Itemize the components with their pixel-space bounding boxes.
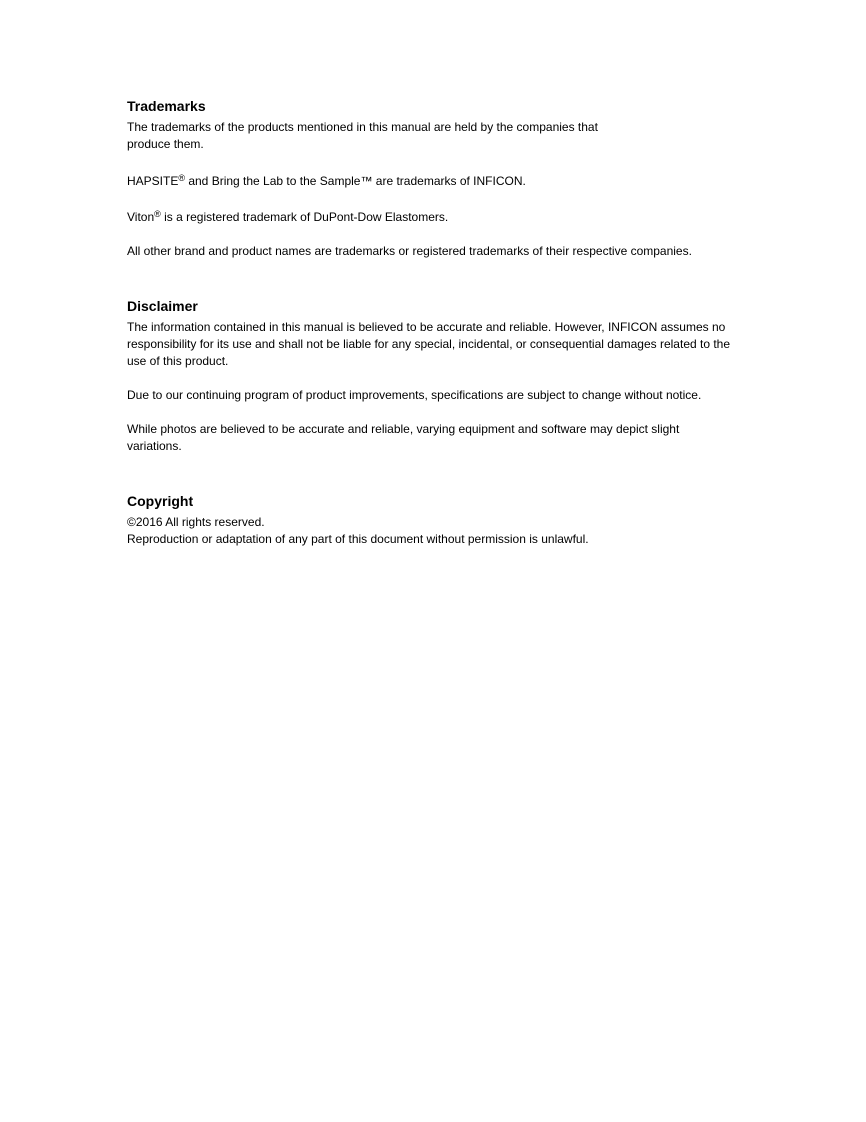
copyright-heading: Copyright — [127, 493, 194, 509]
registered-mark: ® — [178, 173, 185, 183]
disclaimer-section — [127, 297, 747, 455]
registered-mark: ® — [154, 209, 161, 219]
hapsite-trademark-text: and Bring the Lab to the Sample™ are trademarks of INFICON. — [185, 174, 526, 188]
disclaimer-liability: The information contained in this manual is believed to be accurate and reliable. However, INFICON assumes no responsibility for its use and shall not be liable for any special, incidental, or consequential damages related to the use of this product. — [127, 320, 731, 368]
viton-trademark-line — [127, 209, 747, 226]
disclaimer-specifications: Due to our continuing program of product improvements, specifications are subject to change without notice. — [127, 388, 702, 402]
hapsite-trademark-line — [127, 173, 747, 190]
document-page — [127, 97, 747, 548]
copyright-notice: ©2016 All rights reserved. — [127, 515, 265, 529]
reproduction-notice: Reproduction or adaptation of any part of this document without permission is unlawful. — [127, 532, 589, 546]
viton-trademark-text: is a registered trademark of DuPont-Dow Elastomers. — [160, 210, 449, 224]
other-trademarks-line: All other brand and product names are trademarks or registered trademarks of their respective companies. — [127, 244, 692, 258]
trademarks-section — [127, 97, 747, 260]
trademarks-intro: The trademarks of the products mentioned in this manual are held by the companies that produce them. — [127, 120, 598, 151]
disclaimer-heading: Disclaimer — [127, 298, 198, 314]
trademarks-heading: Trademarks — [127, 98, 206, 114]
disclaimer-photos: While photos are believed to be accurate and reliable, varying equipment and software may depict slight variations. — [127, 422, 680, 453]
copyright-section — [127, 492, 747, 548]
viton-name: Viton — [127, 210, 155, 224]
hapsite-name: HAPSITE — [127, 174, 179, 188]
